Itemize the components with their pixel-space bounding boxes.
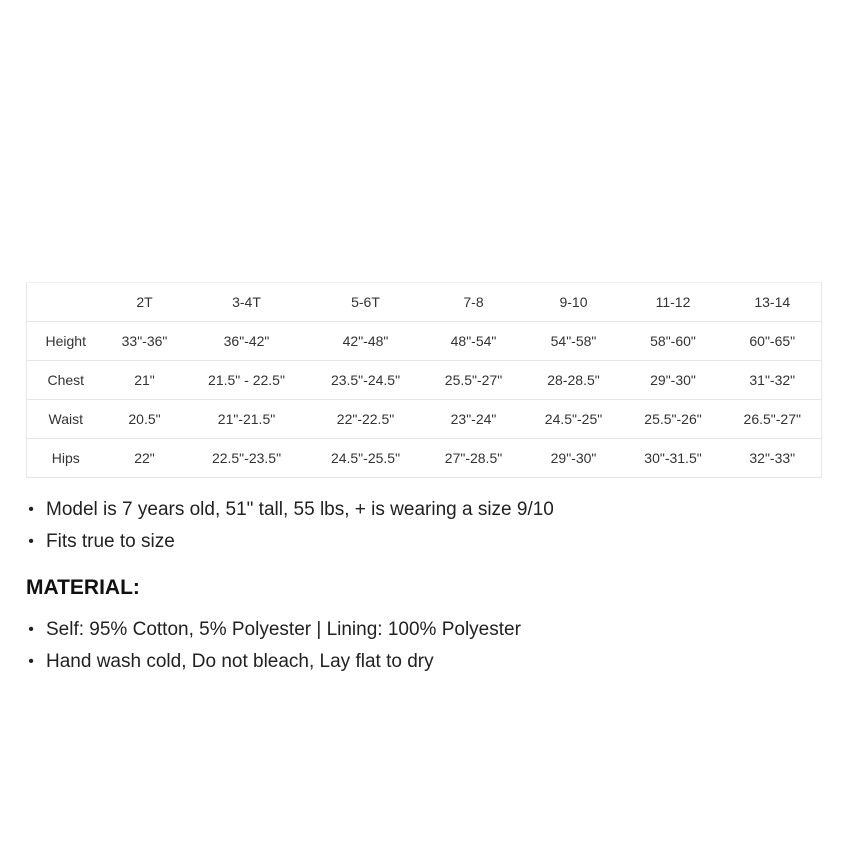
size-chart-table [26,282,822,478]
chest-row [27,361,822,400]
table-cell: 22" [105,439,185,478]
header-corner-cell [27,283,105,322]
table-cell: 24.5"-25" [525,400,623,439]
row-label-hips: Hips [27,439,105,478]
fit-note-size: Fits true to size [46,531,175,552]
table-cell: 24.5"-25.5" [309,439,423,478]
size-header-7-8: 7-8 [423,283,525,322]
size-header-11-12: 11-12 [623,283,724,322]
row-label-chest: Chest [27,361,105,400]
table-cell: 23"-24" [423,400,525,439]
size-header-5-6t: 5-6T [309,283,423,322]
fit-note-model: Model is 7 years old, 51" tall, 55 lbs, + is wearing a size 9/10 [46,499,554,520]
height-row [27,322,822,361]
table-cell: 22"-22.5" [309,400,423,439]
table-cell: 26.5"-27" [724,400,822,439]
table-cell: 31"-32" [724,361,822,400]
size-header-3-4t: 3-4T [185,283,309,322]
table-cell: 30"-31.5" [623,439,724,478]
bullet-icon: • [28,533,34,550]
table-cell: 20.5" [105,400,185,439]
size-header-2t: 2T [105,283,185,322]
list-item [26,526,826,558]
table-cell: 25.5"-27" [423,361,525,400]
table-cell: 21" [105,361,185,400]
table-cell: 32"-33" [724,439,822,478]
row-label-waist: Waist [27,400,105,439]
size-header-13-14: 13-14 [724,283,822,322]
bullet-icon: • [28,653,34,670]
fit-notes-list [26,494,826,558]
waist-row [27,400,822,439]
hips-row [27,439,822,478]
table-cell: 28-28.5" [525,361,623,400]
row-label-height: Height [27,322,105,361]
table-cell: 21.5" - 22.5" [185,361,309,400]
material-list [26,614,826,678]
size-header-row [27,283,822,322]
bullet-icon: • [28,621,34,638]
table-cell: 42"-48" [309,322,423,361]
table-cell: 21"-21.5" [185,400,309,439]
bullet-icon: • [28,501,34,518]
table-cell: 54"-58" [525,322,623,361]
table-cell: 25.5"-26" [623,400,724,439]
table-cell: 23.5"-24.5" [309,361,423,400]
product-notes [26,494,826,678]
table-cell: 22.5"-23.5" [185,439,309,478]
list-item [26,614,826,646]
table-cell: 60"-65" [724,322,822,361]
table-cell: 48"-54" [423,322,525,361]
table-cell: 29"-30" [525,439,623,478]
table-cell: 27"-28.5" [423,439,525,478]
list-item [26,494,826,526]
list-item [26,646,826,678]
material-composition: Self: 95% Cotton, 5% Polyester | Lining: 100% Polyester [46,619,521,640]
table-cell: 58"-60" [623,322,724,361]
table-cell: 36"-42" [185,322,309,361]
material-heading: MATERIAL: [26,576,140,599]
table-cell: 33"-36" [105,322,185,361]
care-instructions: Hand wash cold, Do not bleach, Lay flat to dry [46,651,434,672]
table-cell: 29"-30" [623,361,724,400]
size-header-9-10: 9-10 [525,283,623,322]
